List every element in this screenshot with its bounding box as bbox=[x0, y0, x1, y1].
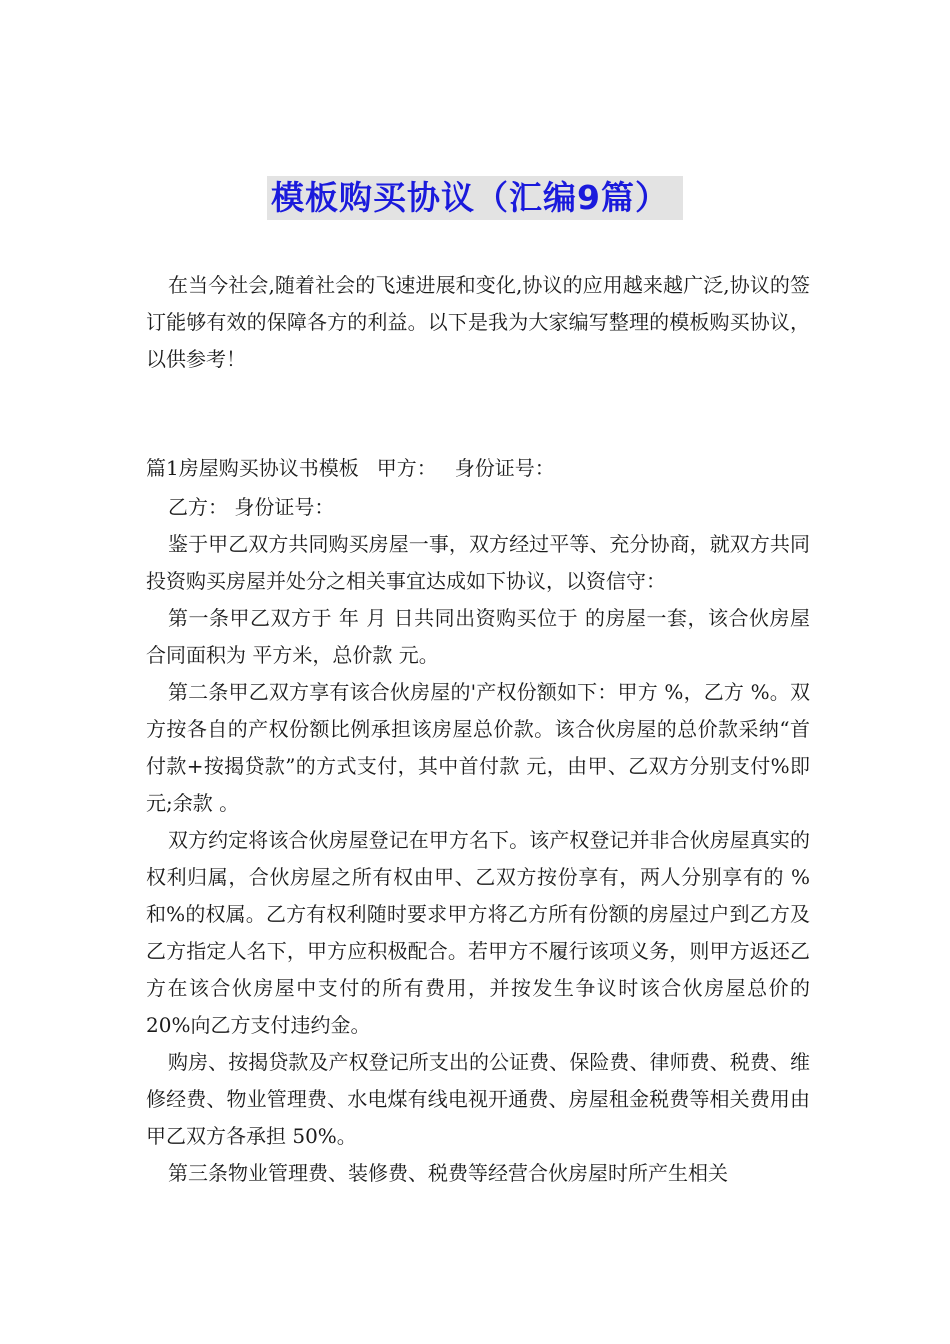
paragraph-preamble: 鉴于甲乙双方共同购买房屋一事，双方经过平等、充分协商，就双方共同投资购买房屋并处分之相关事宜达成如下协议，以资信守： bbox=[146, 532, 810, 593]
intro-paragraph: 在当今社会,随着社会的飞速进展和变化,协议的应用越来越广泛,协议的签订能够有效的保障各方的利益。以下是我为大家编写整理的模板购买协议，以供参考！ bbox=[146, 273, 810, 371]
agreement-body bbox=[146, 489, 810, 1192]
paragraph-article-3: 第三条物业管理费、装修费、税费等经营合伙房屋时所产生相关 bbox=[168, 1161, 728, 1185]
paragraph-fees: 购房、按揭贷款及产权登记所支出的公证费、保险费、律师费、税费、维修经费、物业管理费、水电煤有线电视开通费、房屋租金税费等相关费用由甲乙双方各承担 50%。 bbox=[146, 1050, 810, 1148]
section-heading bbox=[146, 450, 810, 487]
document-title: 模板购买协议（汇编9篇） bbox=[267, 176, 683, 220]
paragraph-party-b: 乙方： 身份证号： bbox=[168, 495, 335, 519]
section-title: 篇1房屋购买协议书模板 bbox=[146, 456, 359, 480]
id-number-label: 身份证号： bbox=[454, 456, 555, 480]
paragraph-registration: 双方约定将该合伙房屋登记在甲方名下。该产权登记并非合伙房屋真实的权利归属，合伙房屋之所有权由甲、乙双方按份享有，两人分别享有的 %和%的权属。乙方有权利随时要求甲方将乙方所有份额的房屋过户到乙方及乙方指定人名下，甲方应积极配合。若甲方不履行该项义务，则甲方返还乙方在该合伙房屋中支付的所有费用，并按发生争议时该合伙房屋总价的 20%向乙方支付违约金。 bbox=[146, 828, 810, 1037]
title-block bbox=[0, 176, 950, 220]
intro-block bbox=[146, 267, 810, 378]
paragraph-article-1: 第一条甲乙双方于 年 月 日共同出资购买位于 的房屋一套，该合伙房屋合同面积为 平方米，总价款 元。 bbox=[146, 606, 810, 667]
party-a-label: 甲方： bbox=[376, 456, 437, 480]
paragraph-article-2: 第二条甲乙双方享有该合伙房屋的'产权份额如下：甲方 %，乙方 %。双方按各自的产权份额比例承担该房屋总价款。该合伙房屋的总价款采纳“首付款+按揭贷款”的方式支付，其中首付款 元，由甲、乙双方分别支付%即 元;余款 。 bbox=[146, 680, 810, 815]
